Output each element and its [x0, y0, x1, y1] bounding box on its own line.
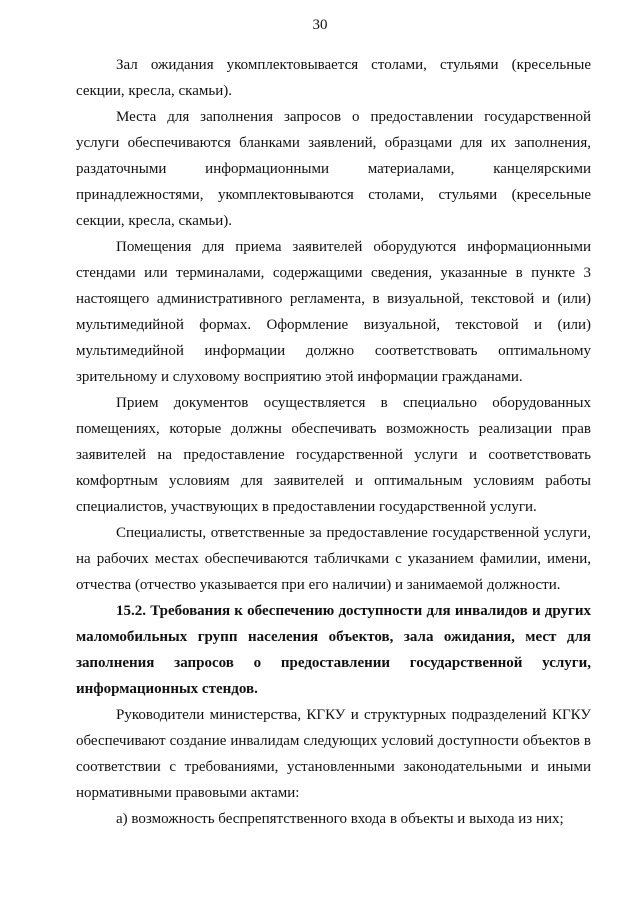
- paragraph-specialists: Специалисты, ответственные за предоставление государственной услуги, на рабочих местах обеспечиваются табличками с указанием фамилии, имени, отчества (отчество указывается при его наличии) и занимаемой должности.: [76, 525, 591, 593]
- paragraph-reception-rooms: Помещения для приема заявителей оборудуются информационными стендами или терминалами, содержащими сведения, указанные в пункте 3 настоящего административного регламента, в визуальной, текстовой и (или) мультимедийной формах. Оформление визуальной, текстовой и (или) мультимедийной информации должно соответствовать оптимальному зрительному и слуховому восприятию этой информации гражданами.: [76, 239, 591, 385]
- paragraph-waiting-hall: Зал ожидания укомплектовывается столами, стульями (кресельные секции, кресла, скамьи).: [76, 57, 591, 99]
- page-number: 30: [312, 17, 328, 33]
- list-item-a: а) возможность беспрепятственного входа в объекты и выхода из них;: [116, 811, 564, 827]
- section-heading-15-2: 15.2. Требования к обеспечению доступности для инвалидов и других маломобильных групп населения объектов, зала ожидания, мест для заполнения запросов о предоставлении государственной услуги, информационных стендов.: [76, 603, 591, 697]
- document-body: [76, 52, 591, 832]
- paragraph-accessibility-conditions: Руководители министерства, КГКУ и структурных подразделений КГКУ обеспечивают создание инвалидам следующих условий доступности объектов в соответствии с требованиями, установленными законодательными и иными нормативными правовыми актами:: [76, 707, 591, 801]
- paragraph-request-places: Места для заполнения запросов о предоставлении государственной услуги обеспечиваются бланками заявлений, образцами для их заполнения, раздаточными информационными материалами, канцелярскими принадлежностями, укомплектовываются столами, стульями (кресельные секции, кресла, скамьи).: [76, 109, 591, 229]
- paragraph-document-reception: Прием документов осуществляется в специально оборудованных помещениях, которые должны обеспечивать возможность реализации прав заявителей на предоставление государственной услуги и соответствовать комфортным условиям для заявителей и оптимальным условиям работы специалистов, участвующих в предоставлении государственной услуги.: [76, 395, 591, 515]
